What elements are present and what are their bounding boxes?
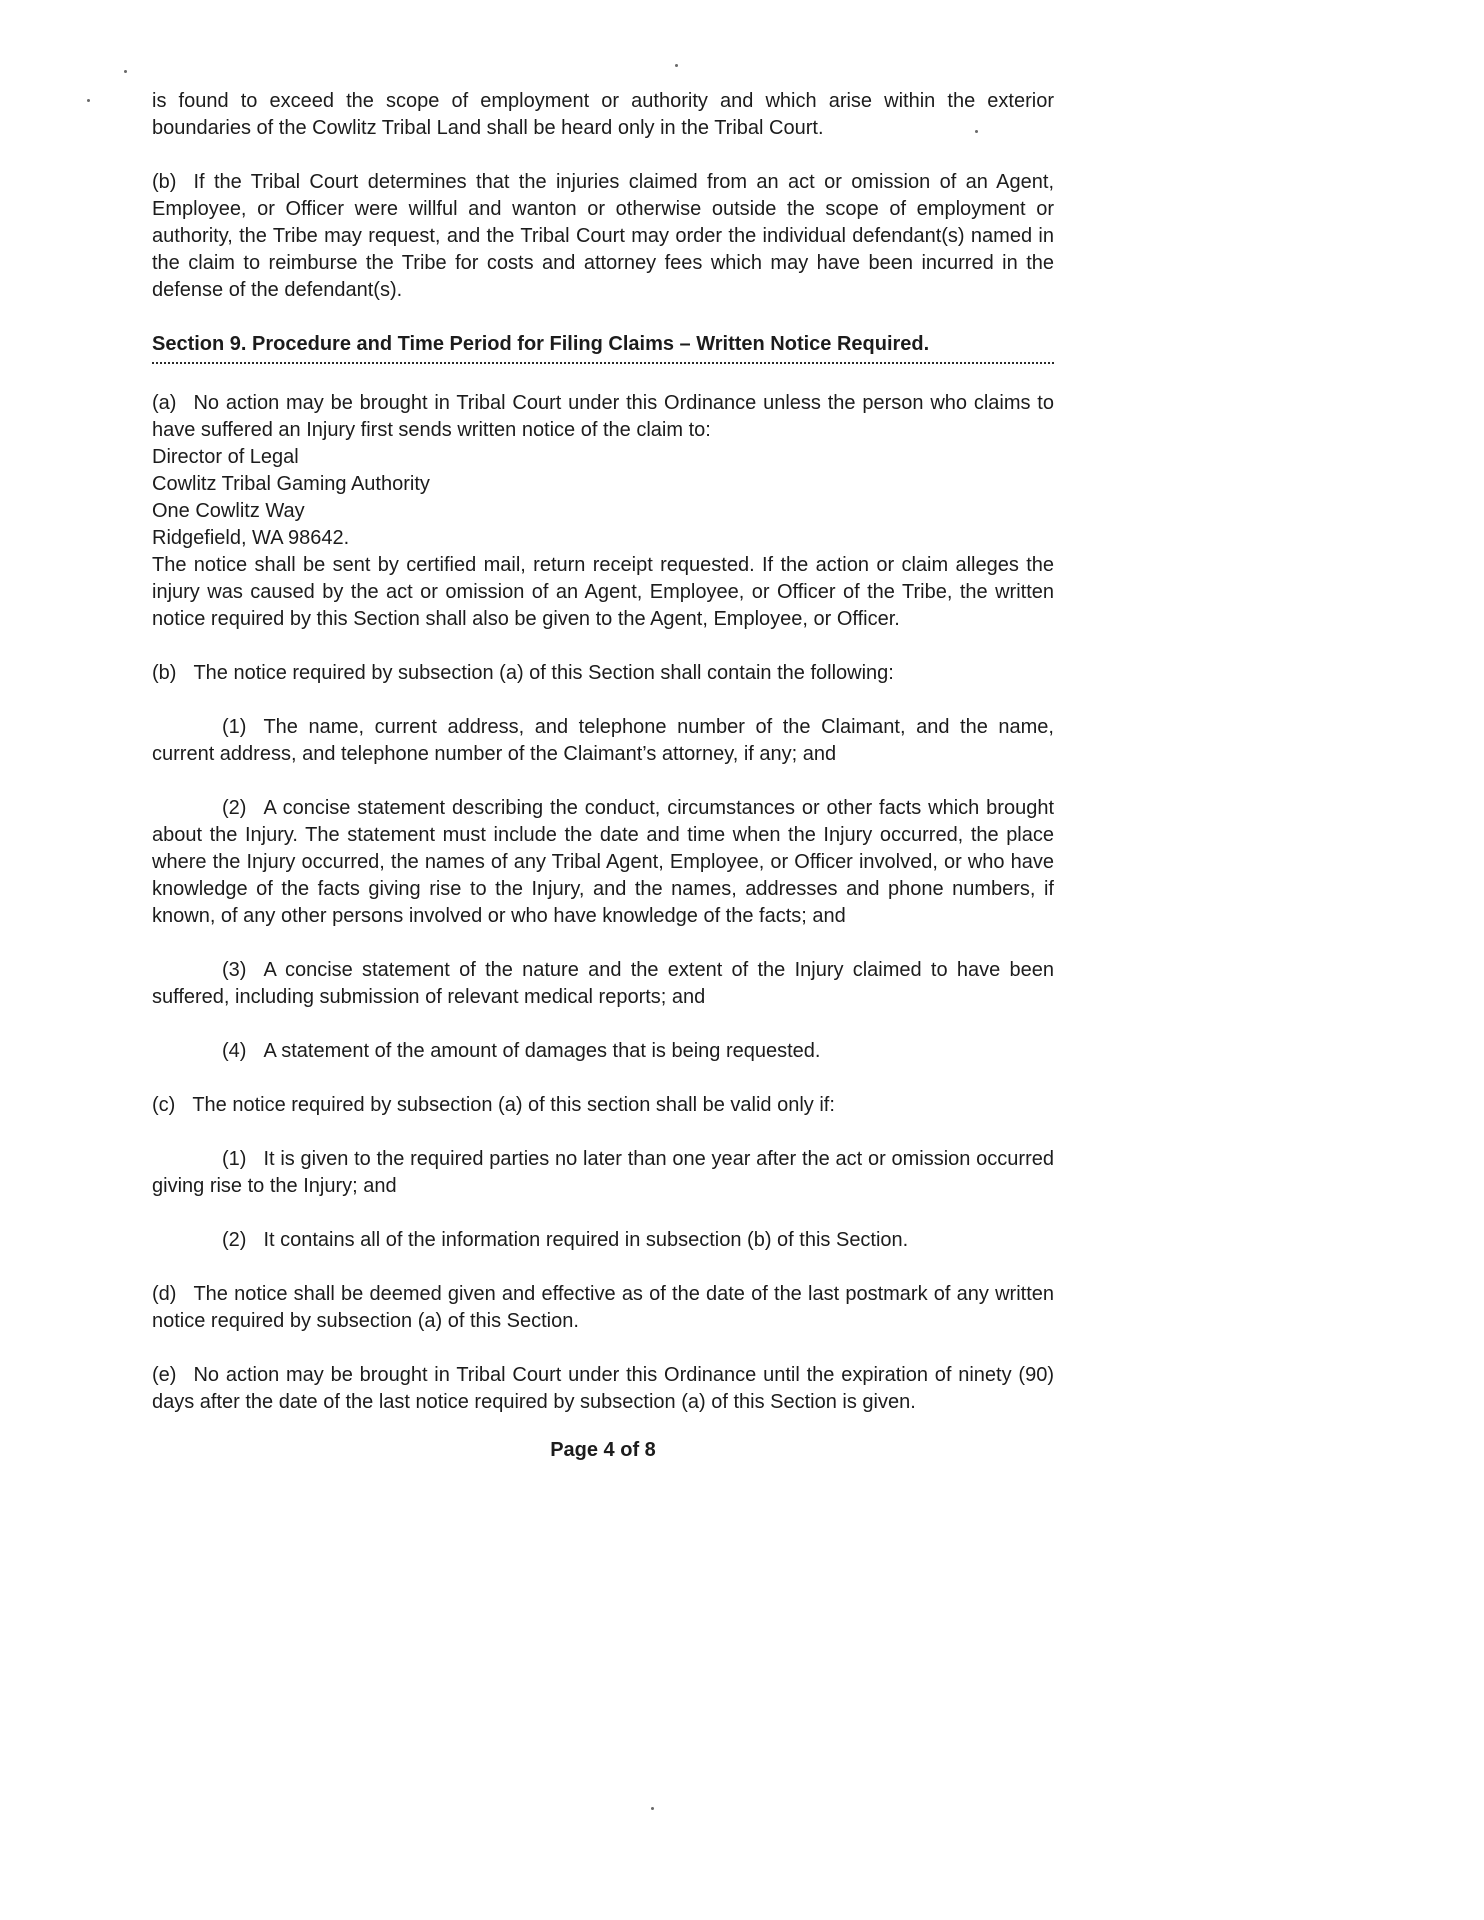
clause-label: (d) xyxy=(152,1283,177,1305)
scan-artifact xyxy=(124,70,127,73)
clause-text: The notice required by subsection (a) of this Section shall contain the following: xyxy=(193,662,894,684)
page-number: Page 4 of 8 xyxy=(550,1439,656,1461)
item-label: (3) xyxy=(222,959,247,981)
item-text: A concise statement describing the conduct, circumstances or other facts which brought about the Injury. The statement must include the date and time when the Injury occurred, the place where the Injury occurred, the names of any Tribal Agent, Employee, or Officer involved, or who have knowledge of the facts giving rise to the Injury, and the names, addresses and phone numbers, if known, of any other persons involved or who have knowledge of the facts; and xyxy=(152,797,1054,927)
item-text: It contains all of the information required in subsection (b) of this Section. xyxy=(263,1229,909,1251)
clause-a-paragraph xyxy=(152,390,1054,444)
clause-b-paragraph xyxy=(152,660,1054,687)
item-label: (1) xyxy=(222,716,247,738)
notice-address-block xyxy=(152,444,1054,552)
clause-text: No action may be brought in Tribal Court under this Ordinance unless the person who claims to have suffered an Injury first sends written notice of the claim to: xyxy=(152,392,1054,441)
clause-b-item-2 xyxy=(152,795,1054,930)
clause-label: (b) xyxy=(152,171,177,193)
intro-continuation-paragraph: is found to exceed the scope of employment or authority and which arise within the exterior boundaries of the Cowlitz Tribal Land shall be heard only in the Tribal Court. xyxy=(152,90,1054,139)
scan-artifact xyxy=(87,99,90,102)
address-line: Director of Legal xyxy=(152,446,299,468)
section-9-heading: Section 9. Procedure and Time Period for Filing Claims – Written Notice Required. xyxy=(152,331,1054,364)
clause-b-item-4 xyxy=(152,1038,1054,1065)
clause-label: (c) xyxy=(152,1094,176,1116)
clause-label: (e) xyxy=(152,1364,177,1386)
clause-text: The notice shall be deemed given and effective as of the date of the last postmark of any written notice required by subsection (a) of this Section. xyxy=(152,1283,1054,1332)
clause-e-paragraph xyxy=(152,1362,1054,1416)
item-text: The name, current address, and telephone number of the Claimant, and the name, current address, and telephone number of the Claimant’s attorney, if any; and xyxy=(152,716,1054,765)
item-label: (2) xyxy=(222,1229,247,1251)
clause-d-paragraph xyxy=(152,1281,1054,1335)
clause-label: (a) xyxy=(152,392,177,414)
clause-a-followup-paragraph: The notice shall be sent by certified mail, return receipt requested. If the action or claim alleges the injury was caused by the act or omission of an Agent, Employee, or Officer of the Tribe, the written notice required by this Section shall also be given to the Agent, Employee, or Officer. xyxy=(152,554,1054,630)
scan-artifact xyxy=(651,1807,654,1810)
address-line: Ridgefield, WA 98642. xyxy=(152,527,350,549)
item-label: (4) xyxy=(222,1040,247,1062)
item-text: A concise statement of the nature and the extent of the Injury claimed to have been suffered, including submission of relevant medical reports; and xyxy=(152,959,1054,1008)
item-text: A statement of the amount of damages that is being requested. xyxy=(263,1040,821,1062)
clause-b-top-paragraph xyxy=(152,169,1054,304)
clause-c-item-2 xyxy=(152,1227,1054,1254)
item-text: It is given to the required parties no later than one year after the act or omission occurred giving rise to the Injury; and xyxy=(152,1148,1054,1197)
address-line: One Cowlitz Way xyxy=(152,500,305,522)
clause-text: The notice required by subsection (a) of this section shall be valid only if: xyxy=(192,1094,835,1116)
item-label: (2) xyxy=(222,797,247,819)
clause-label: (b) xyxy=(152,662,177,684)
document-body xyxy=(152,88,1054,1443)
clause-c-item-1 xyxy=(152,1146,1054,1200)
clause-b-item-3 xyxy=(152,957,1054,1011)
clause-c-paragraph xyxy=(152,1092,1054,1119)
clause-b-item-1 xyxy=(152,714,1054,768)
clause-text: If the Tribal Court determines that the injuries claimed from an act or omission of an Agent, Employee, or Officer were willful and wanton or otherwise outside the scope of employment or authority, the Tribe may request, and the Tribal Court may order the individual defendant(s) named in the claim to reimburse the Tribe for costs and attorney fees which may have been incurred in the defense of the defendant(s). xyxy=(152,171,1054,301)
item-label: (1) xyxy=(222,1148,247,1170)
clause-text: No action may be brought in Tribal Court under this Ordinance until the expiration of ninety (90) days after the date of the last notice required by subsection (a) of this Section is given. xyxy=(152,1364,1054,1413)
address-line: Cowlitz Tribal Gaming Authority xyxy=(152,473,430,495)
scan-artifact xyxy=(675,64,678,67)
